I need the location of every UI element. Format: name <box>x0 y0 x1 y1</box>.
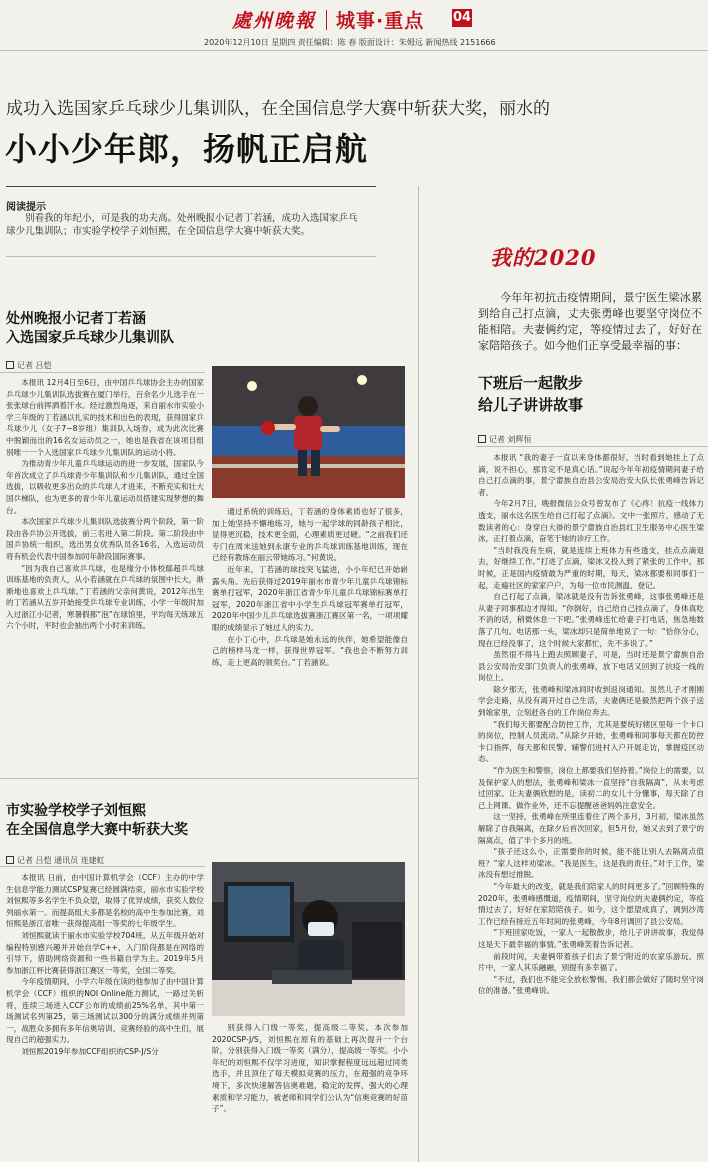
article-divider-rule <box>0 778 418 779</box>
paragraph: “下班回家吃饭，一家人一起散散步，给儿子讲讲故事，我觉得这是天下最幸福的事情。”张勇峰笑着告诉记者。 <box>478 928 704 949</box>
paragraph: 虽然很不得马上跑去照顾妻子，可是，当时还是景宁畲族自治县公安局治安部门负责人的张勇峰，放下电话又回到了抗疫一线的岗位上。 <box>478 650 704 683</box>
reading-guide-text: 别看我的年纪小，可是我的功夫高。处州晚报小记者丁若涵，成功入选国家乒乓球少儿集训队；市实验学校学子刘恒熙，在全国信息学大赛中斩获大奖。 <box>6 213 358 237</box>
paragraph: “孩子还这么小，正需要你的时候，能不能让别人去隔离点值班？”家人这样劝梁冰。“我是医生，这是我的责任。”对于工作，梁冰没有想过推脱。 <box>478 847 704 880</box>
byline-square-icon <box>478 435 486 443</box>
right-headline <box>478 372 583 416</box>
article2-byline-text: 记者 吕恺 通讯员 连建虹 <box>17 856 105 865</box>
paragraph: 除夕那天，张勇峰和梁冰同时收到返岗通知。虽然儿子才刚刚学会走路，从没有离开过自己生活，夫妻俩还是毅然把两个孩子送到娘家里，立刻赶各自的工作岗位奔去。 <box>478 684 704 718</box>
paragraph: “因为我自己喜欢乒乓球，也是缘分小体校鄢超乒乓球训练基地的负责人，从小若涵就在乒乓球的氛围中长大，渐渐地也喜欢上乒乓球。”丁若涵的父亲何黄说，2012年出生的丁若涵从五岁开始接受乒乓球专业训练，小学一年级时加入过浙江小记者，寒暑假都“泡”在球馆里，平均每天练球五六个小时，平时也会抽出两个小时来训练。 <box>6 563 204 631</box>
article1-headline <box>6 310 174 348</box>
right-byline-rule <box>476 446 708 447</box>
page-number-badge: 04 <box>452 10 472 25</box>
article1-byline-text: 记者 吕恺 <box>17 361 52 370</box>
right-article-body <box>478 452 704 1158</box>
paragraph: 本次国家乒乓球少儿集训队选拔赛分两个阶段，第一阶段由各乒协公开选拔，前三名进入第二阶段。第二阶段由中国乒协统一组织，选出男女优秀队员各16名，入选运动员将有机会代表中国参加同年龄段国际赛事。 <box>6 517 204 561</box>
newspaper-logo: 處州晚報 <box>232 10 317 32</box>
paragraph: 本报讯 12月4日至6日，由中国乒乓球协会主办的国家乒乓球少儿集训队选拔赛在厦门举行，百余名少儿选手在一张张球台前挥洒着汗水。经过激烈角逐，来自丽水市实验小学三年级的丁若涵以扎实的技术和出色的表现，获得国家乒乓球少儿（女子7~8岁组）集训队入场券，成为此次比赛中脱颖而出的16名女运动员之一，她也是我省在该项目组别唯一一个入选国家乒乓球少儿集训队的运动小将。 <box>6 378 204 457</box>
paragraph: 今年疫情期间，小学六年级在读的他参加了由中国计算机学会（CCF）组织的NOI Online能力测试，一路过关斩将，连续三场进入CCF公布的成绩前25%名单，其中第一场测试名列第25，第三场测试以300分的满分成绩并列第一，战胜众多拥有多年信奥培训、竞赛经验的高中生们，展现自己的超强实力。 <box>6 977 204 1045</box>
reading-guide-title: 阅读提示 <box>6 202 46 213</box>
paragraph: “不过，我们也不能完全放松警惕。我们都会做好了随时坚守岗位的准备。”张勇峰说。 <box>478 974 704 996</box>
guide-bottom-rule <box>6 256 376 257</box>
right-byline-text: 记者 刘辉恒 <box>489 435 532 444</box>
paragraph: 这一坚持，张勇峰在所里连着住了两个多月，3月初，梁冰虽然解除了自我隔离，在除夕后首次回家，但5月份，她又去到了景宁的隔离点，值了半个多月的班。 <box>478 812 704 845</box>
byline-square-icon <box>6 856 14 864</box>
article1-column2 <box>212 506 408 768</box>
guide-top-rule <box>6 186 376 187</box>
paragraph: 自己打起了点滴，梁冰就是没有告诉张勇峰，这事张勇峰还是从妻子同事那边才得知。“你倒好，自己给自己挂点滴了，身体真吃不消的话，稍微休息一下吧。”张勇峰连忙给妻子打电话，焦急地数落了几句。电话那一头，梁冰却只是简单地说了一句：“恰你分心，现在已经没事了，这个时候大家都忙，先不多说了。” <box>478 592 704 648</box>
feature-subhead: 成功入选国家乒乓球少儿集训队，在全国信息学大赛中斩获大奖，丽水的 <box>6 99 550 119</box>
article2-headline-line1: 市实验学校学子刘恒熙 <box>6 803 146 819</box>
feature-headline: 小小少年郎，扬帆正启航 <box>5 130 369 168</box>
article2-byline-rule <box>0 866 205 867</box>
dateline: 2020年12月10日 星期四 责任编辑：陈 春 版面设计：朱姆远 新闻热线 2151666 <box>204 38 496 47</box>
right-intro-text: 今年年初抗击疫情期间，景宁医生梁冰累到给自己打点滴，丈夫张勇峰也要坚守岗位不能相陪。夫妻俩约定，等疫情过去了，好好在家陪陪孩子。如今他们正享受最幸福的事： <box>478 291 702 352</box>
paragraph: 今年2月7日，晚报微信公众号曾发布了《心疼！抗疫一线体力透支，丽水这名医生给自己打起了点滴》。文中一张照片，感动了无数读者的心：身穿白大褂的景宁畲族自治县红卫生服务中心医生梁冰，正打着点滴，奋笔于她的诊疗工作。 <box>478 499 704 544</box>
right-headline-line1: 下班后一起散步 <box>478 374 584 392</box>
article1-byline <box>6 360 52 371</box>
paragraph: 在小丁心中，乒乓球是她永远的伙伴，她希望能像自己的榜样马龙一样，获得世界冠军。“我也会不断努力训练，走上更高的领奖台。”丁若涵说。 <box>212 634 408 667</box>
masthead-rule <box>0 50 708 51</box>
masthead-divider <box>326 10 327 30</box>
paragraph: “作为医生和警察，岗位上都要我们坚持着。”岗位上的需要，以及保护家人的想法，张勇峰和梁冰一直坚持“自我隔离”，从未考虑过回家。让夫妻俩欣慰的是，读初二的女儿十分懂事，每天除了自己上网课、做作业外，还不忘提醒爸爸妈妈注意安全。 <box>478 766 704 810</box>
paragraph: 别获得入门级一等奖，提高级二等奖。本次参加2020CSP-J/S，刘恒熙在原有的基础上再次提升一个台阶，分别获得入门级一等奖（满分），提高级一等奖。小小年纪的刘恒熙不仅学习进度，知识掌握程度远远超过同类选手，并且顶住了每天模拟竞赛的压力，在超强的竞争环境下，多次快速解答信奥难题，稳定的发挥，强大的心理素质和学习能力，被老师和同学们公认为“信奥竞赛的好苗子”。 <box>212 1023 408 1114</box>
paragraph: 本报讯 日前，由中国计算机学会（CCF）主办的中学生信息学能力测试CSP复赛已经圆满结束，丽水市实验学校刘恒熙等多名学生不负众望，取得了优异成绩，获奖人数位列丽水第一。而提高组大多都是名校的高中生参加比赛，刘恒熙是浙江省唯一获得提高组一等奖的七年级学生。 <box>6 873 204 929</box>
paragraph: “今年最大的改变，就是我们陪家人的时间更多了。”回顾特殊的2020年，张勇峰感慨道，疫情期间，坚守岗位的夫妻俩约定，等疫情过去了，好好在家陪陪孩子。如今，这个愿望成真了，调到沙湾工作已经有接近五年时间的张勇峰，今年8月调回了县公安局。 <box>478 881 704 926</box>
paragraph: 通过系统的训练后，丁若涵的身体素质也好了很多，加上她坚持不懈地练习，她与一起学球的同龄孩子相比，显得更沉稳，技术更全面，心理素质更过硬。“之前我们还专门在周末送她到永康专业的乒乓球训练基地训练，现在已经有教练在丽云带她练习。”何黄说。 <box>212 507 408 563</box>
paragraph: 前段时间，夫妻俩带着孩子们去了景宁附近的农家乐游玩。照片中，一家人其乐融融，别提有多幸福了。 <box>478 951 704 973</box>
right-byline <box>478 434 532 445</box>
paragraph: 近年来，丁若涵的球技突飞猛进，小小年纪已开始崭露头角。先后获得过2019年丽水市青少年儿童乒乓球锦标赛单打冠军，2020年浙江省青少年儿童乒乓球锦标赛单打冠军，2020年浙江省中小学生乒乓球冠军赛单打冠军，2020年中国少儿乒乓球选拔赛浙江赛区第一名，一项项耀眼的成绩显示了她过人的实力。 <box>212 564 408 632</box>
paragraph: 刘恒熙2019年参加CCF组织的CSP-J/S分 <box>21 1046 159 1056</box>
paragraph: “当时我没有生病，就是连续上班体力有些透支，挂点点滴退去，好继续工作。”打进了点滴，梁冰又投入到了紧张的工作中。那时候，正是国内疫情最为严重的时期，每天，梁冰都要和同事们一起，走遍社区的家家户户，为每一位市民测温、登记。 <box>478 545 704 590</box>
article2-column1 <box>6 872 204 1158</box>
article1-byline-rule <box>0 372 205 373</box>
table-tennis-photo-illustration <box>212 366 405 498</box>
paragraph: 为推动青少年儿童乒乓球运动的进一步发展，国家队今年首次成立了乒乓球青少年集训队和少儿集训队，通过全国选拔，以吸收更多出众的乒乓球人才进来，不断充实和壮大国乒梯队，也为更多的青少年儿童运动员搭建实现梦想的舞台。 <box>6 459 204 515</box>
student-computer-photo <box>212 862 405 1016</box>
paragraph: 本报讯 “我的妻子一直以来身体都很好，当时看到她挂上了点滴，说不担心，那肯定不是真心话。”说起今年年初疫情期间妻子给自己打点滴的事，景宁畲族自治县公安局治安大队长张勇峰告诉记者。 <box>478 453 704 497</box>
student-computer-photo-illustration <box>212 862 405 1016</box>
article2-column2 <box>212 1022 408 1158</box>
article2-headline-line2: 在全国信息学大赛中斩获大奖 <box>6 822 188 838</box>
paragraph: “我们每天都要配合防控工作，尤其是要统好辖区里每一个卡口的岗位，控制人员流动。”从除夕开始，张勇峰和同事每天都在防控卡口指挥，每天都和民警、辅警们进村入户开展走访，掌握疫区动态。 <box>478 719 704 764</box>
article1-headline-line1: 处州晚报小记者丁若涵 <box>6 311 146 327</box>
article2-byline <box>6 855 105 866</box>
table-tennis-photo <box>212 366 405 498</box>
right-column-rule <box>418 186 419 1162</box>
my-2020-brand: 我的2020 <box>490 245 597 270</box>
section-title: 城事·重点 <box>336 10 425 32</box>
right-headline-line2: 给儿子讲讲故事 <box>478 396 584 414</box>
article1-headline-line2: 入选国家乒乓球少儿集训队 <box>6 330 174 346</box>
article1-column1 <box>6 377 204 767</box>
article2-headline <box>6 802 188 840</box>
paragraph: 刘恒熙就读于丽水市实验学校704班，从五年级开始对编程特别感兴趣并开始自学C++，入门阶段都是在网络的引导下，借助网络资源和一些书籍自学为主。2019年5月参加浙江杯比赛获得浙江赛区一等奖，全国二等奖。 <box>6 930 204 975</box>
byline-square-icon <box>6 361 14 369</box>
